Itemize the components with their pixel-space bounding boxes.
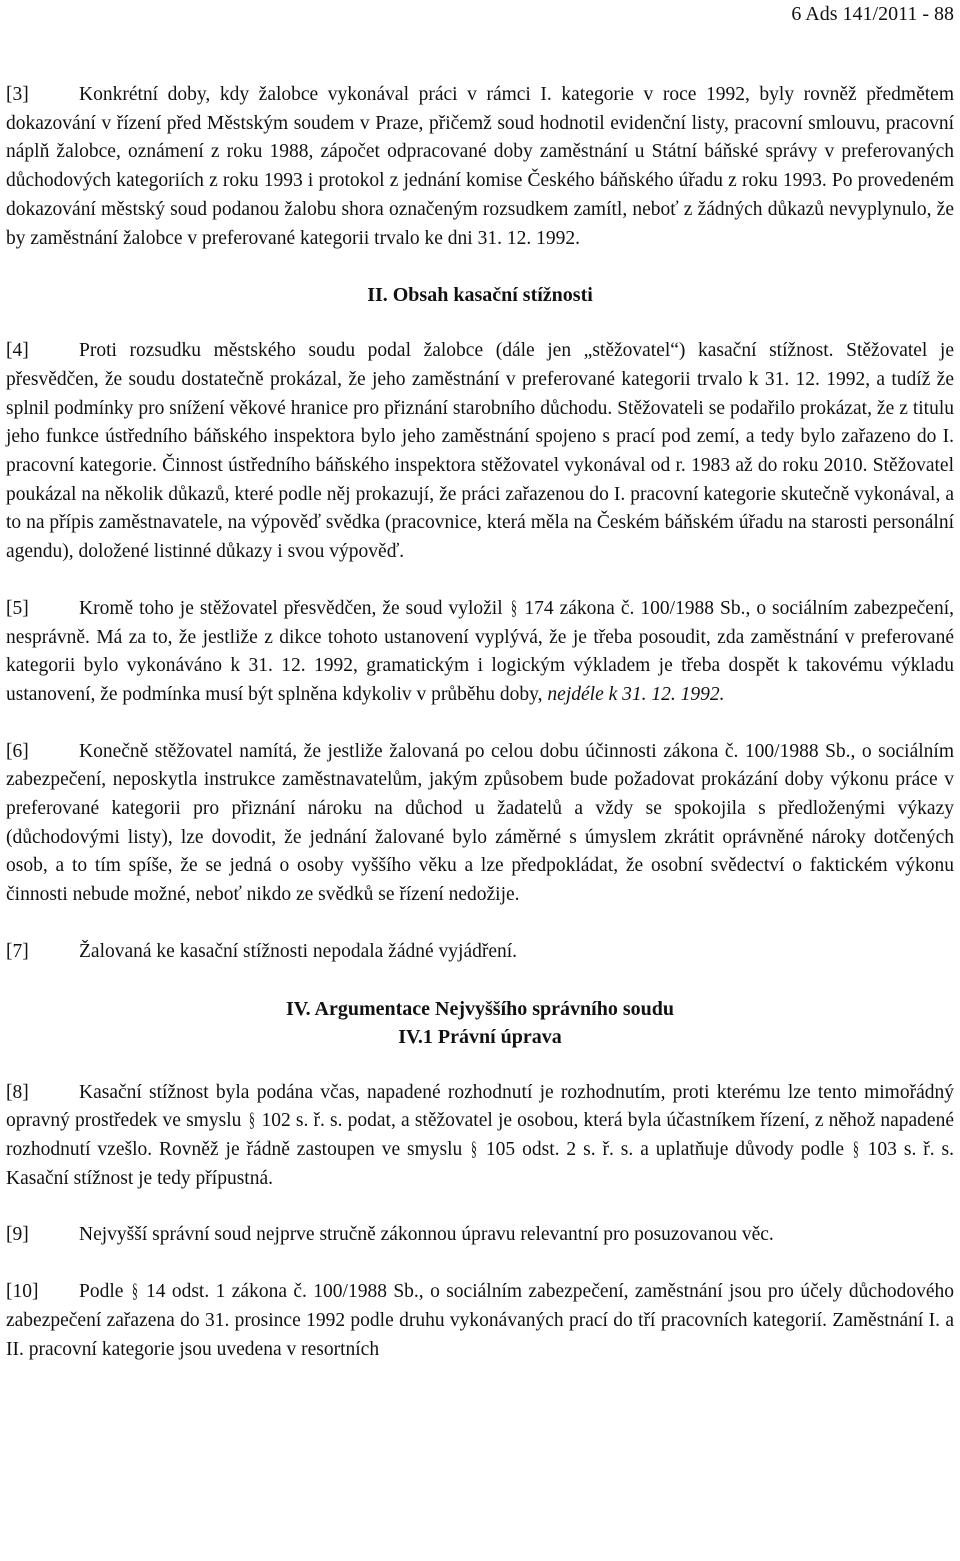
section-sign: § bbox=[510, 597, 517, 619]
section-sign: § bbox=[131, 1281, 138, 1303]
paragraph-text: Nejvyšší správní soud nejprve stručně zákonnou úpravu relevantní pro posuzovanou věc. bbox=[79, 1224, 774, 1246]
case-reference: 6 Ads 141/2011 - 88 bbox=[791, 3, 954, 25]
paragraph-number: [5] bbox=[6, 597, 29, 619]
paragraph-number: [9] bbox=[6, 1224, 29, 1246]
paragraph-text-b: 102 s. ř. s. podat, a stěžovatel je osobou, která byla účastníkem řízení, z něhož napadené rozhodnutí vzešlo. Rovněž je řádně zastoupen ve smyslu bbox=[6, 1110, 954, 1160]
paragraph-number: [10] bbox=[6, 1281, 39, 1303]
paragraph-number: [6] bbox=[6, 740, 29, 762]
paragraph-4 bbox=[6, 337, 954, 567]
section-heading-ii: II. Obsah kasační stížnosti bbox=[367, 284, 593, 307]
paragraph-number: [7] bbox=[6, 940, 29, 962]
paragraph-text-b: 174 zákona č. 100/1988 Sb., o sociálním zabezpečení, nesprávně. Má za to, že jestliže z dikce tohoto ustanovení vyplývá, že je třeba posoudit, zda zaměstnání v preferované kategorii bylo vykonáváno k 31. 12. 1992, gramatickým i logickým výkladem je třeba dospět k takovému výkladu ustanovení, že podmínka musí být splněna kdykoliv v průběhu doby, bbox=[6, 597, 954, 705]
paragraph-10 bbox=[6, 1278, 954, 1364]
paragraph-text-c: 105 odst. 2 s. ř. s. a uplatňuje důvody podle bbox=[478, 1138, 851, 1160]
paragraph-5 bbox=[6, 595, 954, 710]
paragraph-text: Konečně stěžovatel namítá, že jestliže žalovaná po celou dobu účinnosti zákona č. 100/1988 Sb., o sociálním zabezpečení, neposkytla instrukce zaměstnavatelům, jakým způsobem bude požadovat prokázání doby výkonu práce v preferované kategorii pro přiznání nároku na důchod u žadatelů a vždy se spokojila s předloženými výkazy (důchodovými listy), lze dovodit, že jednání žalované bylo záměrné s úmyslem zkrátit oprávněné nároky dotčených osob, a to tím spíše, že se jedná o osoby vyššího věku a lze předpokládat, že osobní svědectví o faktickém výkonu činnosti nebude možné, neboť nikdo ze svědků se řízení nedožije. bbox=[6, 740, 954, 906]
paragraph-number: [4] bbox=[6, 340, 29, 362]
emphasized-text: nejdéle k 31. 12. 1992. bbox=[547, 683, 725, 705]
paragraph-text-a: Podle bbox=[79, 1281, 130, 1303]
section-heading-iv: IV. Argumentace Nejvyššího správního soudu bbox=[285, 997, 675, 1020]
section-sign: § bbox=[248, 1110, 255, 1132]
section-sign: § bbox=[471, 1138, 478, 1160]
paragraph-number: [3] bbox=[6, 84, 29, 105]
subsection-heading-iv-1: IV.1 Právní úprava bbox=[398, 1025, 562, 1048]
document-page bbox=[6, 0, 954, 1364]
paragraph-7 bbox=[6, 938, 954, 967]
paragraph-text-a: Kasační stížnost byla podána včas, napadené rozhodnutí je rozhodnutím, proti kterému lze tento mimořádný opravný prostředek ve smyslu bbox=[6, 1081, 954, 1132]
paragraph-text-d: 103 s. ř. s. Kasační stížnost je tedy přípustná. bbox=[6, 1138, 955, 1189]
paragraph-text: Proti rozsudku městského soudu podal žalobce (dále jen „stěžovatel“) kasační stížnost. Stěžovatel je přesvědčen, že soudu dostatečně prokázal, že jeho zaměstnání v preferované kategorii trvalo k 31. 12. 1992, a tudíž že splnil podmínky pro snížení věkové hranice pro přiznání starobního důchodu. Stěžovateli se podařilo prokázat, že z titulu jeho funkce ústředního báňského inspektora bylo jeho zaměstnání spojeno s prací pod zemí, a tedy bylo zařazeno do I. pracovní kategorie. Činnost ústředního báňského inspektora stěžovatel vykonával od r. 1983 až do roku 2010. Stěžovatel poukázal na několik důkazů, které podle něj prokazují, že práci zařazenou do I. pracovní kategorie skutečně vykonával, a to na přípis zaměstnavatele, na výpověď svědka (pracovnice, která měla na Českém báňském úřadu na starosti personální agendu), doložené listinné důkazy i svou výpověď. bbox=[6, 340, 954, 563]
paragraph-text: Konkrétní doby, kdy žalobce vykonával práci v rámci I. kategorie v roce 1992, byly rovněž předmětem dokazování v řízení před Městským soudem v Praze, přičemž soud hodnotil evidenční listy, pracovní smlouvu, pracovní náplň žalobce, oznámení z roku 1988, zápočet odpracované doby zaměstnání u Státní báňské správy v preferovaných důchodových kategoriích z roku 1993 i protokol z jednání komise Českého báňského úřadu z roku 1993. Po provedeném dokazování městský soud podanou žalobu shora označeným rozsudkem zamítl, neboť z žádných důkazů nevyplynulo, že by zaměstnání žalobce v preferované kategorii trvalo ke dni 31. 12. 1992. bbox=[6, 84, 954, 249]
section-sign: § bbox=[852, 1138, 859, 1160]
paragraph-6 bbox=[6, 738, 954, 910]
paragraph-text-a: Kromě toho je stěžovatel přesvědčen, že soud vyložil bbox=[79, 597, 509, 619]
paragraph-number: [8] bbox=[6, 1081, 29, 1103]
paragraph-9 bbox=[6, 1221, 954, 1250]
paragraph-3 bbox=[6, 81, 954, 253]
paragraph-text: Žalovaná ke kasační stížnosti nepodala žádné vyjádření. bbox=[79, 940, 518, 962]
paragraph-text-b: 14 odst. 1 zákona č. 100/1988 Sb., o sociálním zabezpečení, zaměstnání jsou pro účely důchodového zabezpečení zařazena do 31. prosince 1992 podle druhu vykonávaných prací do tří pracovních kategorií. Zaměstnání I. a II. pracovní kategorie jsou uvedena v resortních bbox=[6, 1281, 954, 1360]
paragraph-8 bbox=[6, 1079, 954, 1194]
